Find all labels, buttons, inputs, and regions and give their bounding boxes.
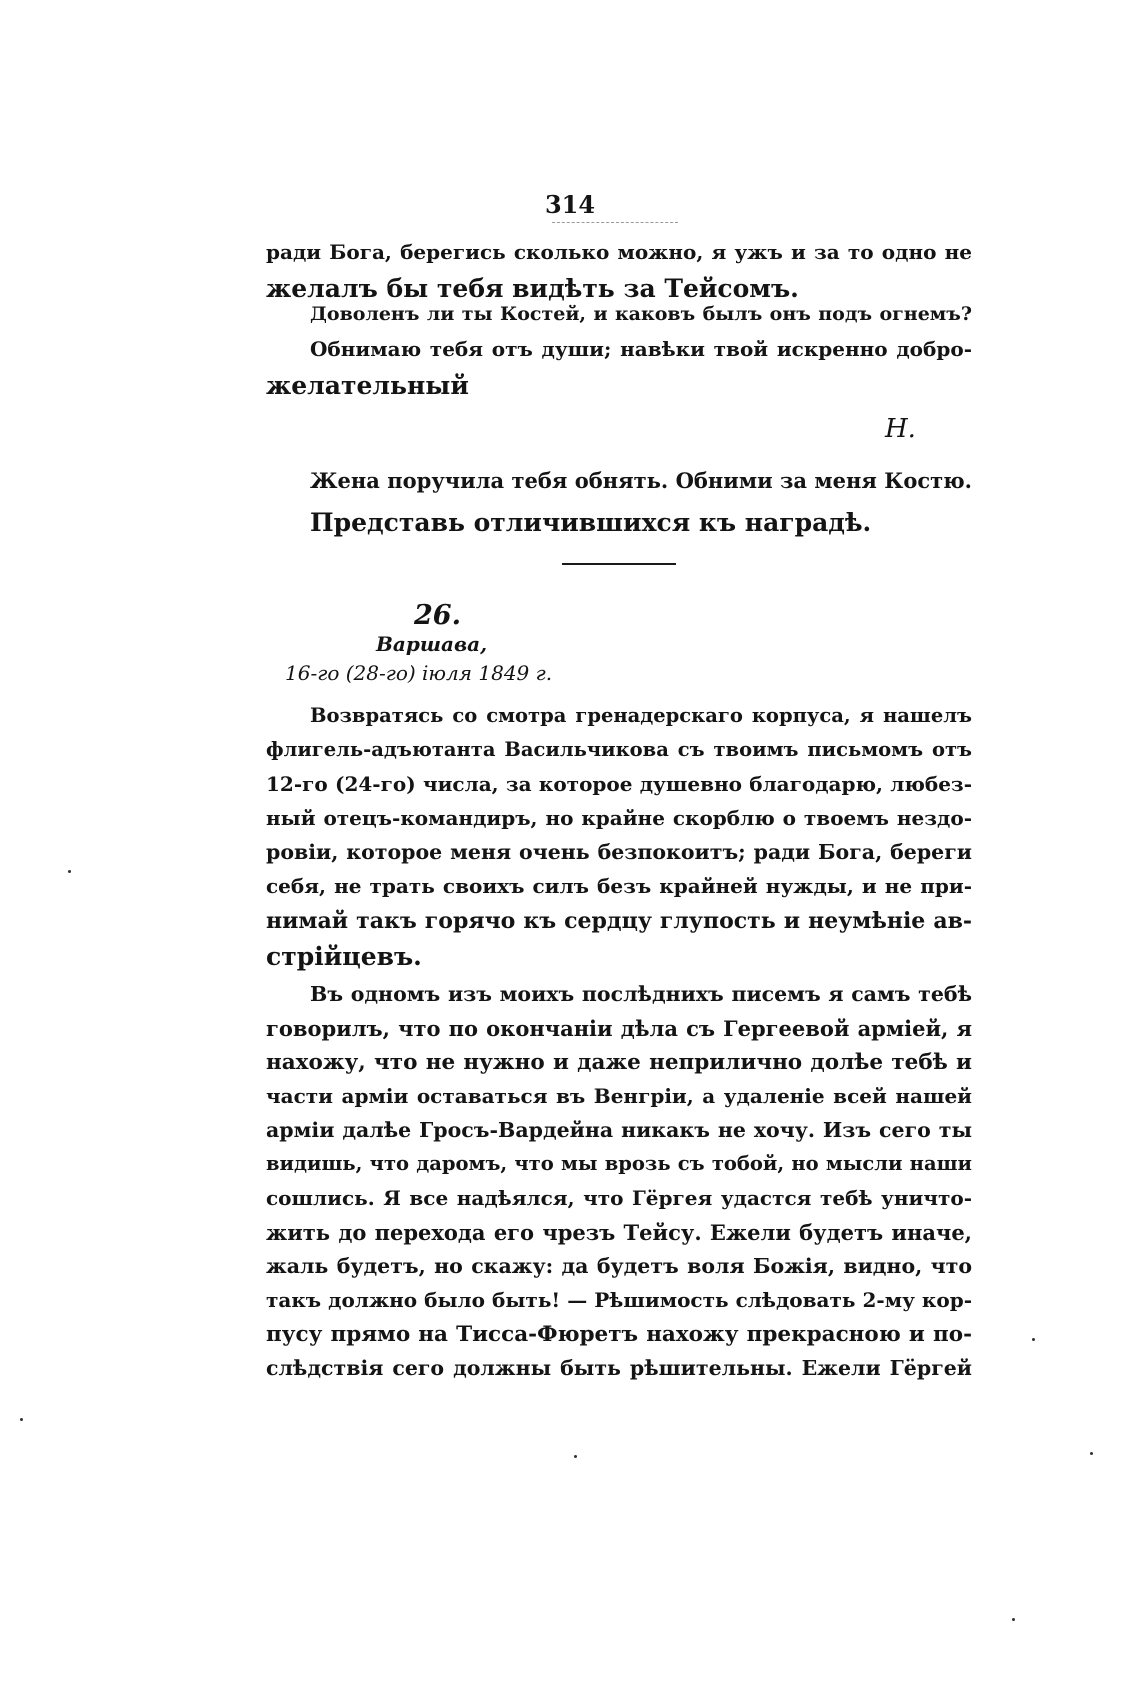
text-line: арміи далѣе Гросъ-Вардейна никакъ не хочу. Изъ сего ты xyxy=(266,1118,972,1142)
text-line: слѣдствія сего должны быть рѣшительны. Ежели Гёргей xyxy=(266,1356,972,1380)
text-line: жить до перехода его чрезъ Тейсу. Ежели будетъ иначе, xyxy=(266,1220,972,1245)
text-line: такъ должно было быть! — Рѣшимость слѣдовать 2-му кор- xyxy=(266,1288,972,1312)
text-line: нахожу, что не нужно и даже неприлично долѣе тебѣ и xyxy=(266,1050,972,1075)
text-line: части арміи оставаться въ Венгріи, а удаленіе всей нашей xyxy=(266,1084,972,1108)
text-line: ради Бога, берегись сколько можно, я ужъ и за то одно не xyxy=(266,240,972,264)
text-line: пусу прямо на Тисса-Фюретъ нахожу прекрасною и по- xyxy=(266,1322,972,1347)
letter-number: 26. xyxy=(414,600,461,631)
scan-speck xyxy=(1090,1452,1093,1455)
text-line: жаль будетъ, но скажу: да будетъ воля Божія, видно, что xyxy=(266,1254,972,1278)
text-line: флигель-адъютанта Васильчикова съ твоимъ письмомъ отъ xyxy=(266,738,972,761)
postscript-line: Представь отличившихся къ наградѣ. xyxy=(310,508,872,537)
page-number-rule xyxy=(552,222,678,223)
letter-place: Варшава, xyxy=(376,632,488,656)
scan-speck xyxy=(68,870,71,873)
text-line: сошлись. Я все надѣялся, что Гёргея удастся тебѣ уничто- xyxy=(266,1186,972,1210)
letter-date: 16-го (28-го) іюля 1849 г. xyxy=(285,661,553,685)
section-separator xyxy=(562,563,676,565)
signature: Н. xyxy=(885,414,916,444)
text-line: ный отецъ-командиръ, но крайне скорблю о твоемъ нездо- xyxy=(266,806,972,830)
text-line: видишь, что даромъ, что мы врозь съ тобой, но мысли наши xyxy=(266,1152,972,1175)
text-line: Доволенъ ли ты Костей, и каковъ былъ онъ подъ огнемъ? xyxy=(310,303,972,325)
text-line: 12-го (24-го) числа, за которое душевно благодарю, любез- xyxy=(266,772,972,796)
text-line: говорилъ, что по окончаніи дѣла съ Гергеевой арміей, я xyxy=(266,1016,972,1041)
text-line: Обнимаю тебя отъ души; навѣки твой искренно добро- xyxy=(310,337,972,361)
text-line: Возвратясь со смотра гренадерскаго корпуса, я нашелъ xyxy=(310,704,972,727)
scan-speck xyxy=(1012,1618,1015,1621)
scan-speck xyxy=(574,1455,577,1458)
scan-speck xyxy=(1032,1338,1035,1341)
text-line: желалъ бы тебя видѣть за Тейсомъ. xyxy=(266,274,799,303)
postscript-line: Жена поручила тебя обнять. Обними за меня Костю. xyxy=(310,468,972,493)
text-line: себя, не трать своихъ силъ безъ крайней нужды, и не при- xyxy=(266,874,972,898)
text-line: Въ одномъ изъ моихъ послѣднихъ писемъ я самъ тебѣ xyxy=(310,982,972,1006)
text-line: ровіи, которое меня очень безпокоитъ; ради Бога, береги xyxy=(266,840,972,864)
text-line: желательный xyxy=(266,371,469,400)
scan-speck xyxy=(20,1418,23,1421)
page-number: 314 xyxy=(544,190,596,219)
text-line: нимай такъ горячо къ сердцу глупость и неумѣніе ав- xyxy=(266,908,972,934)
text-line: стрійцевъ. xyxy=(266,942,422,971)
